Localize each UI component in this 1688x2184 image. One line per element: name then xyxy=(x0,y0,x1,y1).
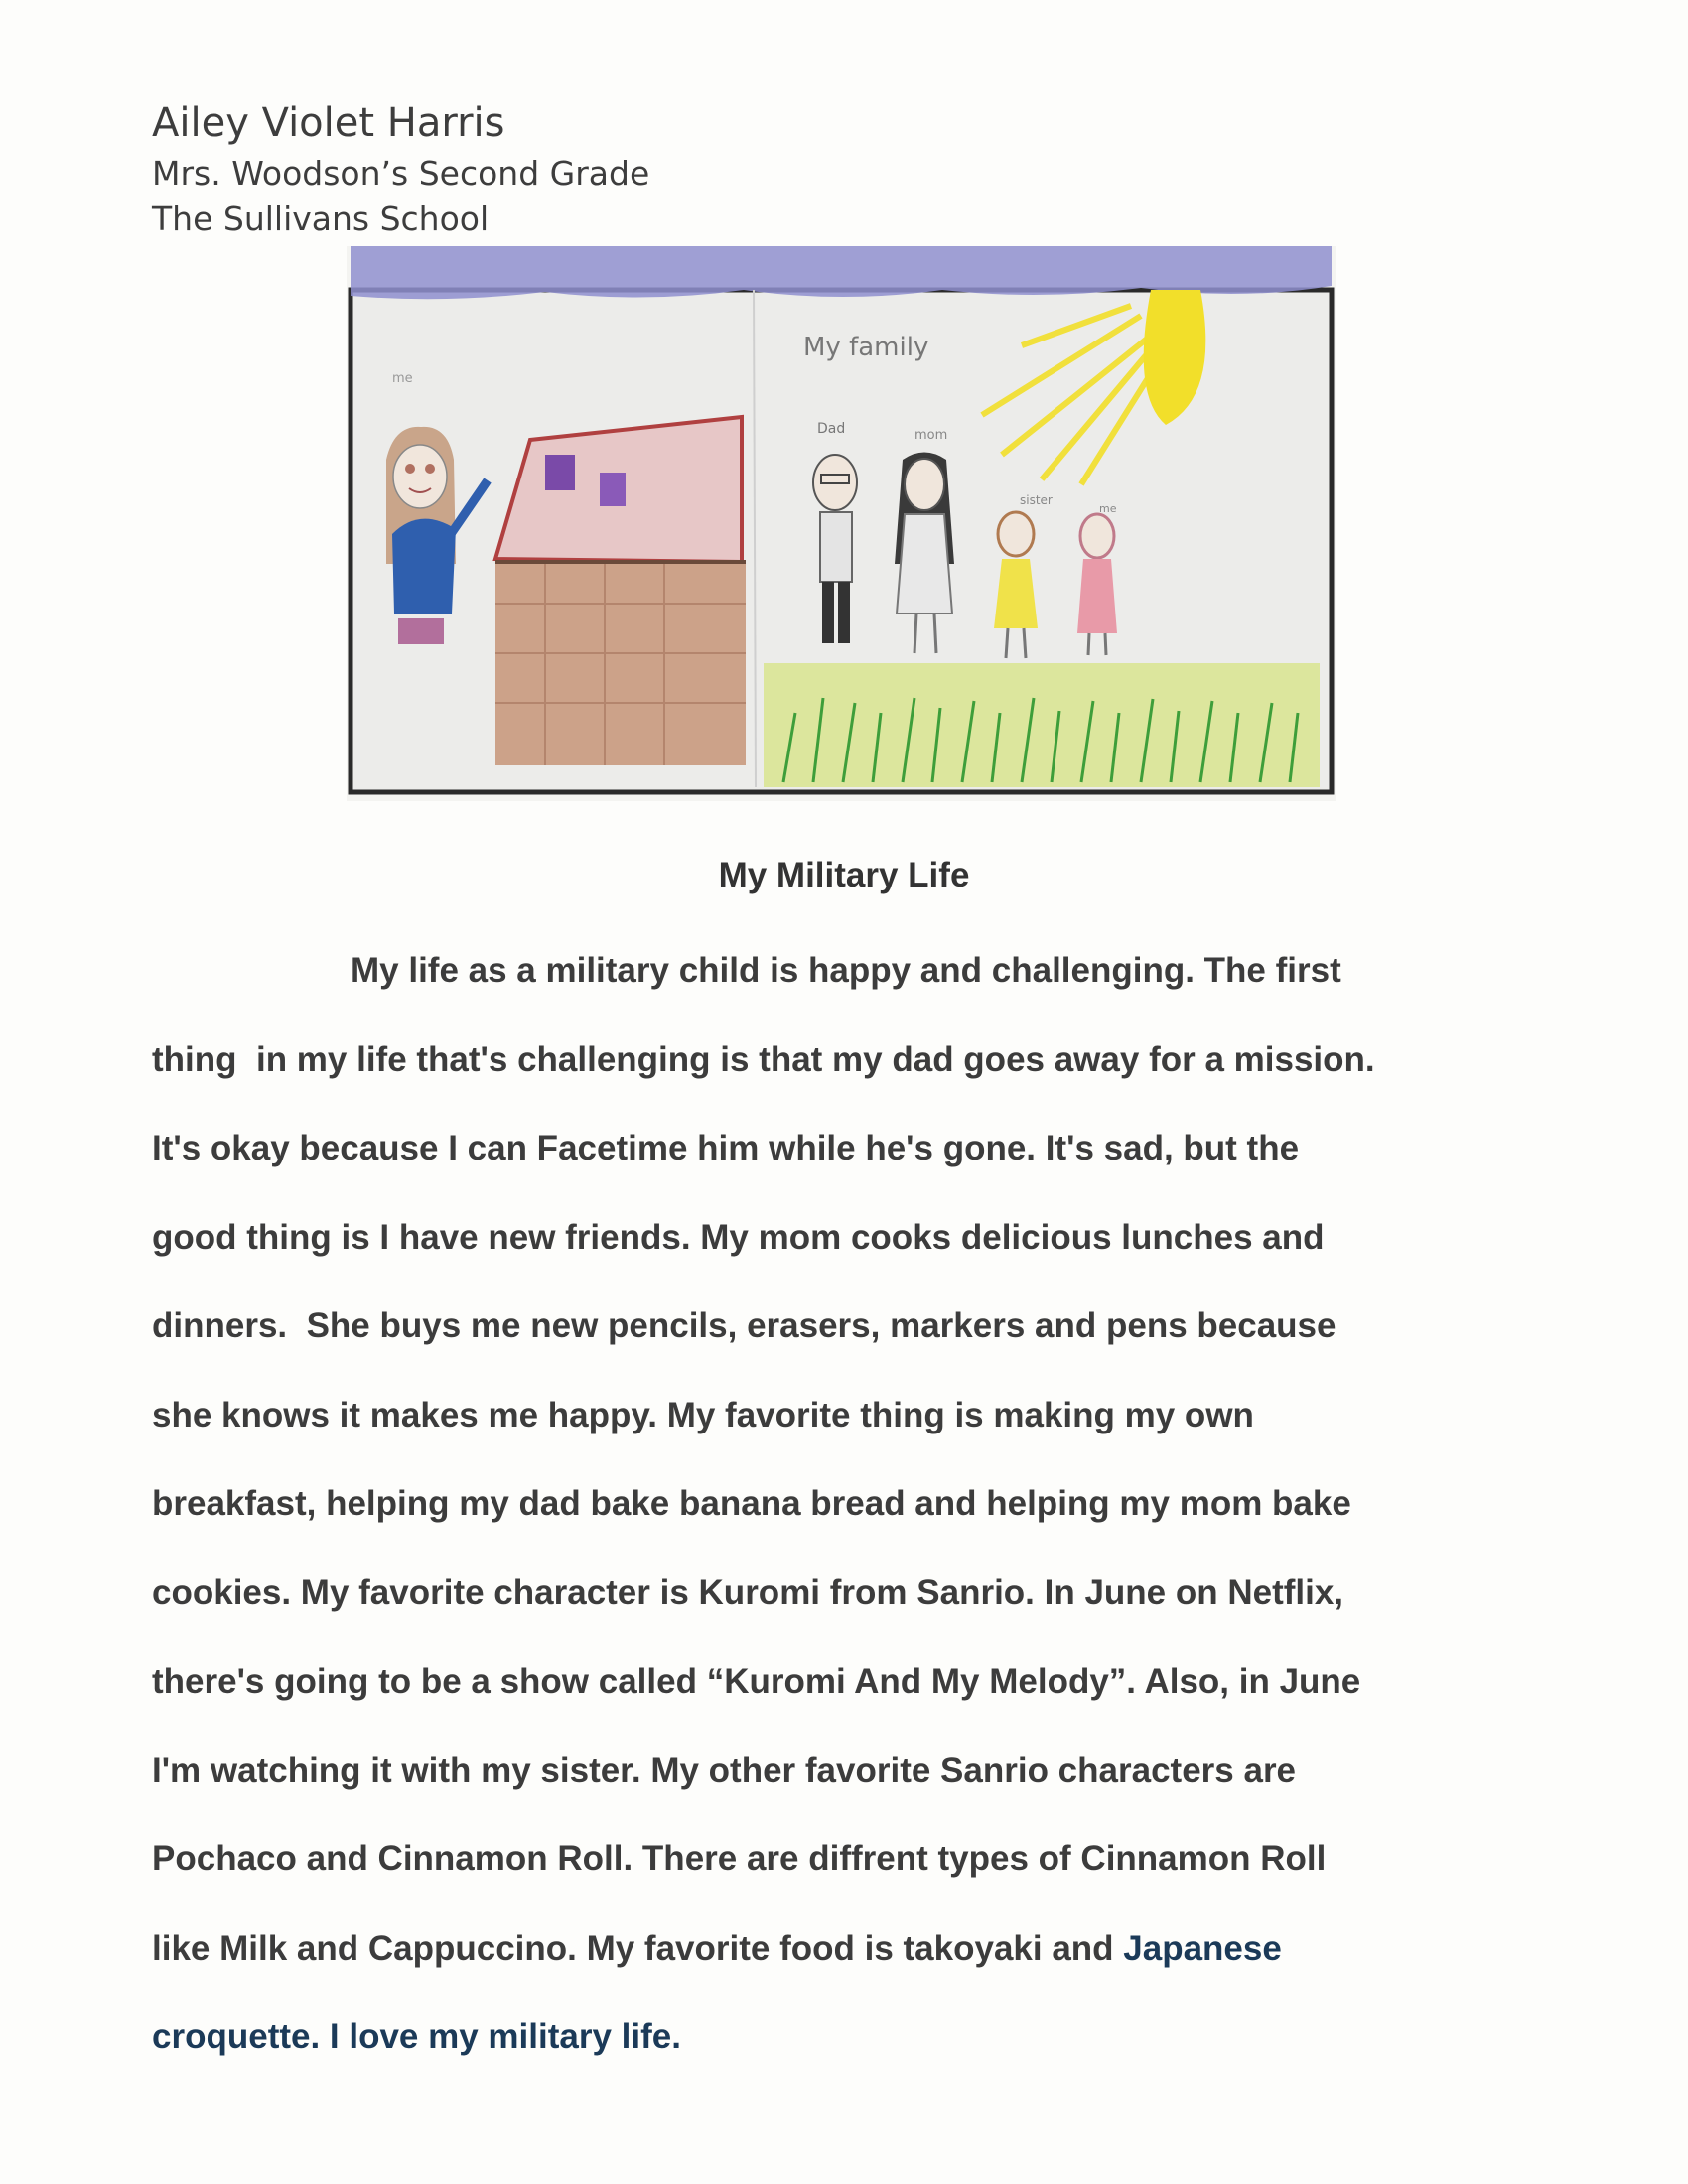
essay-line-text: thing in my life that's challenging is that my dad goes away for a mission. xyxy=(152,1039,1375,1079)
essay-line-text: breakfast, helping my dad bake banana bread and helping my mom bake xyxy=(152,1484,1351,1523)
essay-line xyxy=(152,1830,1542,1919)
class-name: Mrs. Woodson’s Second Grade xyxy=(152,154,650,193)
essay-line-highlight: croquette. I love my military life. xyxy=(152,2017,681,2056)
essay-line xyxy=(152,1564,1542,1653)
label-mom: mom xyxy=(914,428,948,443)
essay-line xyxy=(152,1386,1542,1475)
essay-title: My Military Life xyxy=(718,856,970,894)
essay-line-text: It's okay because I can Facetime him while he's gone. It's sad, but the xyxy=(152,1129,1300,1167)
label-sister: sister xyxy=(1020,493,1053,507)
essay-line-text: there's going to be a show called “Kuromi And My Melody”. Also, in June xyxy=(152,1662,1361,1701)
essay-line xyxy=(152,1119,1542,1208)
essay-line-text: I'm watching it with my sister. My other favorite Sanrio characters are xyxy=(152,1750,1297,1790)
label-family: My family xyxy=(803,333,929,362)
essay-line xyxy=(152,1474,1542,1564)
essay-line-text: My life as a military child is happy and challenging. The first xyxy=(351,951,1341,990)
essay-line xyxy=(152,941,1542,1030)
essay-line xyxy=(152,2007,1542,2097)
car xyxy=(495,417,746,765)
essay-line xyxy=(152,1919,1542,2008)
essay-line-text: she knows it makes me happy. My favorite thing is making my own xyxy=(152,1395,1254,1434)
crayon-drawing xyxy=(347,246,1336,801)
essay-body xyxy=(152,941,1542,2097)
document-header xyxy=(152,95,649,242)
essay-line-text: good thing is I have new friends. My mom cooks delicious lunches and xyxy=(152,1217,1325,1257)
essay-line-highlight: Japanese xyxy=(1123,1928,1282,1968)
essay-line-text: like Milk and Cappuccino. My favorite food is takoyaki and xyxy=(152,1928,1124,1968)
essay-line-text: Pochaco and Cinnamon Roll. There are diffrent types of Cinnamon Roll xyxy=(152,1840,1327,1878)
author-name: Ailey Violet Harris xyxy=(152,100,505,146)
grass xyxy=(764,663,1320,787)
essay-line xyxy=(152,1652,1542,1741)
essay-line xyxy=(152,1030,1542,1120)
school-name: The Sullivans School xyxy=(152,200,490,238)
label-me-left: me xyxy=(392,371,413,386)
essay-line xyxy=(152,1208,1542,1297)
essay-line xyxy=(152,1297,1542,1386)
essay-line-text: dinners. She buys me new pencils, erasers, markers and pens because xyxy=(152,1306,1336,1345)
essay-line-text: cookies. My favorite character is Kuromi from Sanrio. In June on Netflix, xyxy=(152,1572,1344,1612)
label-dad: Dad xyxy=(817,421,846,437)
label-me-right: me xyxy=(1099,502,1117,515)
essay-line xyxy=(152,1741,1542,1831)
